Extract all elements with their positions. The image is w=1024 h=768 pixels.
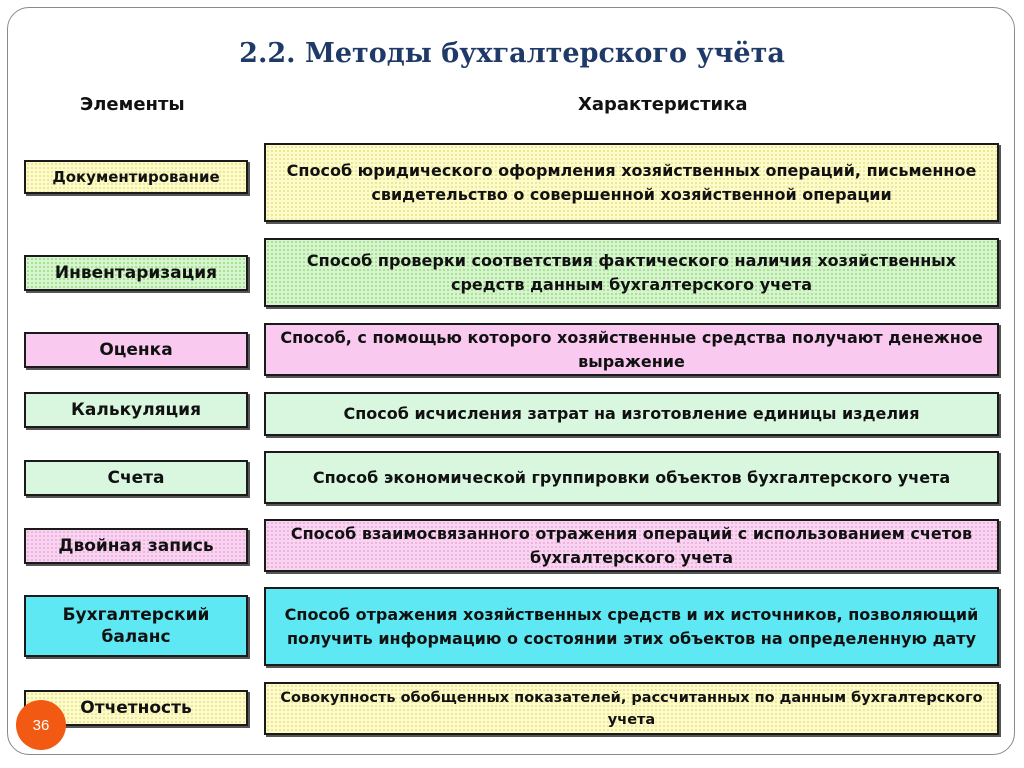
description-accounts: Способ экономической группировки объектов бухгалтерского учета: [264, 451, 999, 504]
element-double-entry: Двойная запись: [24, 528, 248, 564]
description-valuation: Способ, с помощью которого хозяйственные средства получают денежное выражение: [264, 323, 999, 376]
description-inventory: Способ проверки соответствия фактического наличия хозяйственных средств данным бухгалтерского учета: [264, 238, 999, 307]
element-costing: Калькуляция: [24, 392, 248, 428]
description-double-entry: Способ взаимосвязанного отражения операций с использованием счетов бухгалтерского учета: [264, 519, 999, 572]
element-valuation: Оценка: [24, 332, 248, 368]
column-header-characteristics: Характеристика: [578, 94, 748, 115]
element-balance-sheet: Бухгалтерский баланс: [24, 595, 248, 657]
page-number-badge: 36: [16, 700, 66, 750]
description-documentation: Способ юридического оформления хозяйственных операций, письменное свидетельство о совершенной хозяйственной операции: [264, 143, 999, 222]
description-reporting: Совокупность обобщенных показателей, рассчитанных по данным бухгалтерского учета: [264, 682, 999, 735]
column-header-elements: Элементы: [80, 94, 185, 115]
element-documentation: Документирование: [24, 160, 248, 194]
element-reporting: Отчетность: [24, 690, 248, 726]
element-inventory: Инвентаризация: [24, 255, 248, 291]
element-accounts: Счета: [24, 460, 248, 496]
description-costing: Способ исчисления затрат на изготовление единицы изделия: [264, 392, 999, 436]
description-balance-sheet: Способ отражения хозяйственных средств и их источников, позволяющий получить информацию о состоянии этих объектов на определенную дату: [264, 587, 999, 666]
slide-title: 2.2. Методы бухгалтерского учёта: [239, 38, 785, 69]
